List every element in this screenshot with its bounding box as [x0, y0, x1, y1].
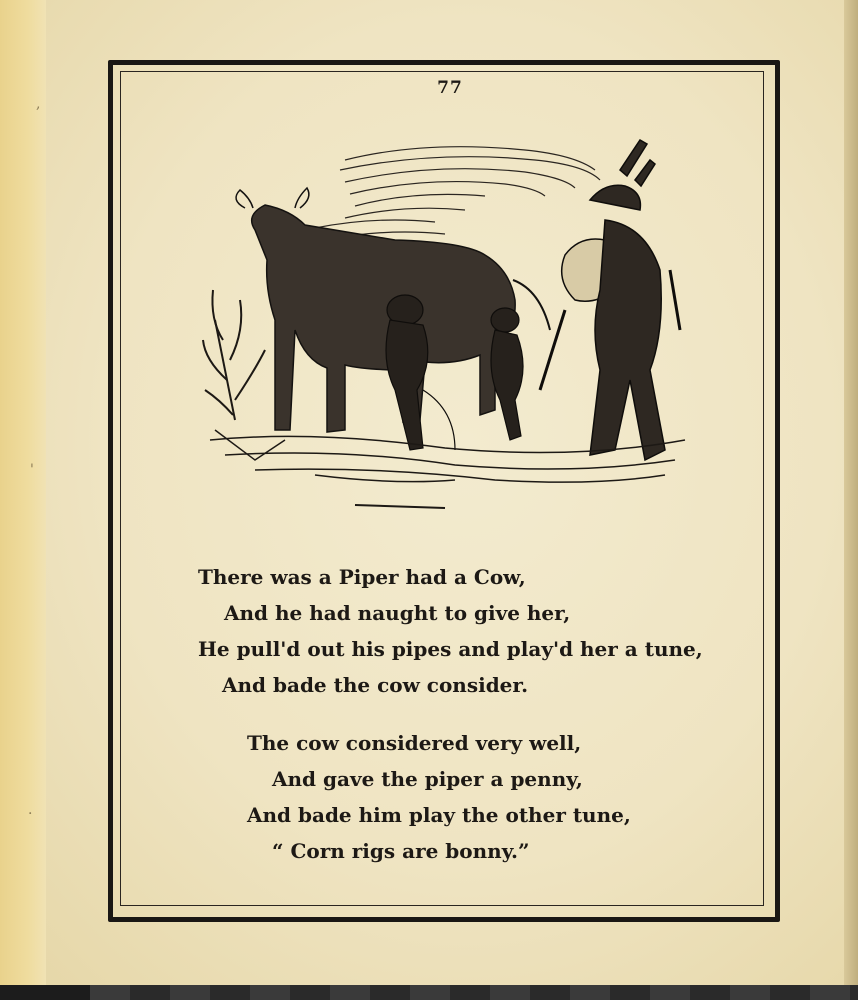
margin-mark: ·	[28, 806, 33, 822]
verse-line: He pull'd out his pipes and play'd her a tune,	[198, 637, 703, 661]
verse-line: And bade the cow consider.	[222, 673, 529, 697]
sky-hatching	[315, 147, 600, 240]
verse-line: And he had naught to give her,	[224, 601, 571, 625]
verse-line: “ Corn rigs are bonny.”	[272, 839, 530, 863]
margin-mark: ,	[36, 96, 41, 112]
verse-line: And bade him play the other tune,	[247, 803, 631, 827]
verse-line: The cow considered very well,	[247, 731, 582, 755]
margin-mark: '	[30, 462, 34, 478]
bare-branches	[203, 290, 265, 420]
woodcut-illustration	[195, 130, 695, 520]
page-number: 77	[437, 78, 463, 98]
ground-signature	[355, 505, 445, 508]
page-gutter	[0, 0, 46, 985]
verse-line: And gave the piper a penny,	[272, 767, 583, 791]
book-bottom-edge	[90, 985, 858, 1000]
verse-line: There was a Piper had a Cow,	[198, 565, 526, 589]
piper	[540, 140, 680, 460]
page-edge	[844, 0, 858, 985]
